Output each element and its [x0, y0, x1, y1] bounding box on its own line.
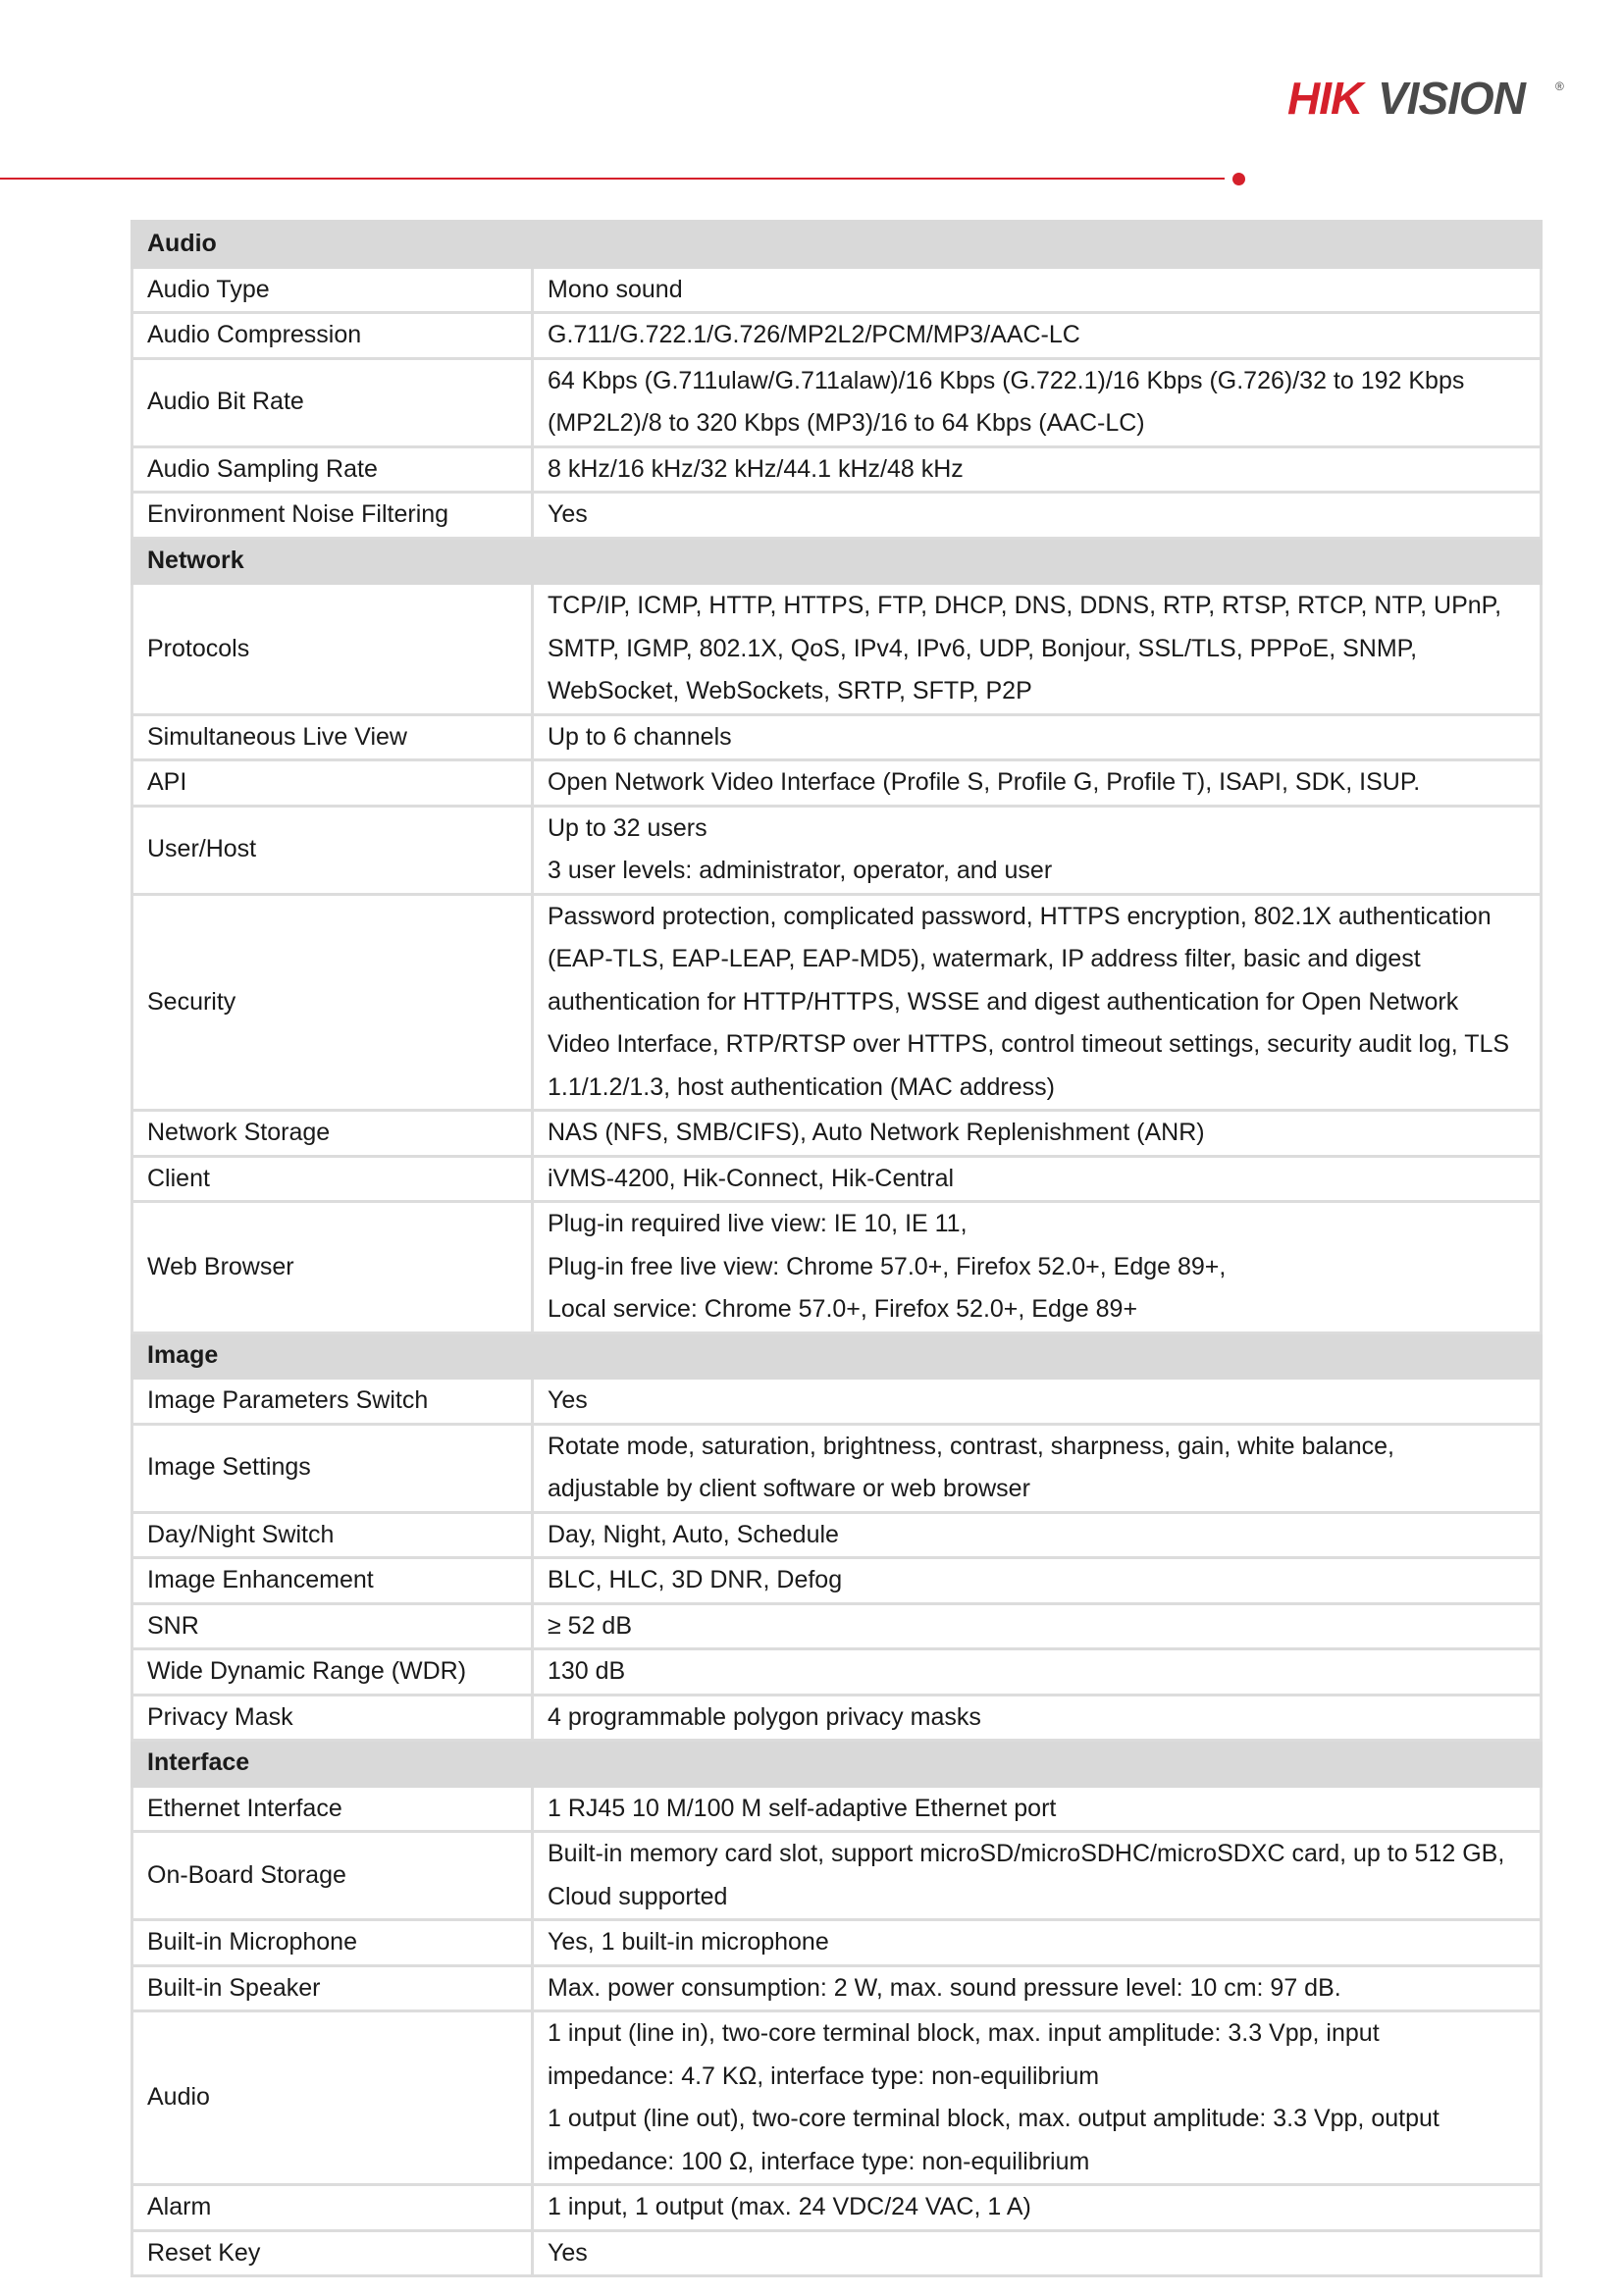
spec-row: [132, 1649, 1542, 1696]
spec-value-line: 1 RJ45 10 M/100 M self-adaptive Ethernet port: [548, 1794, 1057, 1822]
spec-label: Ethernet Interface: [132, 1786, 533, 1832]
spec-label: Audio Compression: [132, 313, 533, 359]
spec-value-line: Yes: [548, 2238, 588, 2267]
spec-value-line: G.711/G.722.1/G.726/MP2L2/PCM/MP3/AAC-LC: [548, 321, 1080, 348]
spec-row: [132, 313, 1542, 359]
header-rule: [0, 178, 1225, 180]
spec-value: [533, 1920, 1542, 1966]
spec-value: [533, 1202, 1542, 1333]
spec-value: [533, 894, 1542, 1111]
section-title: Audio: [132, 222, 1542, 268]
spec-row: [132, 584, 1542, 715]
spec-label: Environment Noise Filtering: [132, 493, 533, 539]
spec-label: User/Host: [132, 806, 533, 894]
spec-label: Protocols: [132, 584, 533, 715]
spec-label: Audio Sampling Rate: [132, 446, 533, 493]
spec-label: Audio Bit Rate: [132, 358, 533, 446]
spec-value-line: Local service: Chrome 57.0+, Firefox 52.0+, Edge 89+: [548, 1295, 1138, 1323]
spec-value: [533, 1695, 1542, 1741]
spec-value: [533, 1512, 1542, 1558]
spec-value-line: 8 kHz/16 kHz/32 kHz/44.1 kHz/48 kHz: [548, 454, 964, 483]
spec-value-line: TCP/IP, ICMP, HTTP, HTTPS, FTP, DHCP, DNS, DDNS, RTP, RTSP, RTCP, NTP, UPnP,: [548, 592, 1502, 619]
spec-value: [533, 1649, 1542, 1696]
spec-value-line: 1 input, 1 output (max. 24 VDC/24 VAC, 1 A): [548, 2193, 1031, 2220]
spec-label: Audio Type: [132, 267, 533, 313]
spec-row: [132, 2230, 1542, 2276]
spec-label: Audio: [132, 2011, 533, 2185]
spec-row: [132, 806, 1542, 894]
spec-value-line: Yes: [548, 500, 588, 528]
spec-value: [533, 2230, 1542, 2276]
spec-value-line: 1 input (line in), two-core terminal block, max. input amplitude: 3.3 Vpp, input: [548, 2019, 1380, 2047]
spec-label: SNR: [132, 1603, 533, 1649]
spec-value-line: Open Network Video Interface (Profile S, Profile G, Profile T), ISAPI, SDK, ISUP.: [548, 768, 1421, 796]
spec-label: Simultaneous Live View: [132, 714, 533, 760]
spec-value: [533, 1786, 1542, 1832]
svg-text:HIK: HIK: [1287, 73, 1363, 124]
spec-row: [132, 1603, 1542, 1649]
spec-value-line: Plug-in free live view: Chrome 57.0+, Firefox 52.0+, Edge 89+,: [548, 1252, 1227, 1280]
spec-value-line: NAS (NFS, SMB/CIFS), Auto Network Replenishment (ANR): [548, 1119, 1205, 1146]
spec-row: [132, 1558, 1542, 1604]
spec-value-line: WebSocket, WebSockets, SRTP, SFTP, P2P: [548, 677, 1032, 704]
spec-label: Day/Night Switch: [132, 1512, 533, 1558]
spec-row: [132, 1695, 1542, 1741]
spec-value-line: 1 output (line out), two-core terminal block, max. output amplitude: 3.3 Vpp, output: [548, 2105, 1440, 2132]
spec-row: [132, 1920, 1542, 1966]
spec-value-line: adjustable by client software or web browser: [548, 1475, 1030, 1502]
spec-value: [533, 358, 1542, 446]
spec-row: [132, 1202, 1542, 1333]
spec-row: [132, 493, 1542, 539]
svg-text:®: ®: [1555, 79, 1564, 93]
spec-label: API: [132, 760, 533, 807]
spec-row: [132, 1379, 1542, 1425]
spec-row: [132, 1424, 1542, 1512]
section-header: [132, 222, 1542, 268]
spec-label: On-Board Storage: [132, 1832, 533, 1920]
spec-row: [132, 760, 1542, 807]
spec-row: [132, 1786, 1542, 1832]
spec-label: Security: [132, 894, 533, 1111]
svg-text:VISION: VISION: [1378, 73, 1525, 124]
spec-label: Client: [132, 1156, 533, 1202]
spec-value: [533, 2185, 1542, 2231]
spec-row: [132, 894, 1542, 1111]
spec-value-line: ≥ 52 dB: [548, 1611, 632, 1640]
spec-value-line: (MP2L2)/8 to 320 Kbps (MP3)/16 to 64 Kbps (AAC-LC): [548, 409, 1145, 437]
spec-row: [132, 1156, 1542, 1202]
spec-value: [533, 1424, 1542, 1512]
spec-label: Image Enhancement: [132, 1558, 533, 1604]
spec-value: [533, 1379, 1542, 1425]
spec-row: [132, 1965, 1542, 2011]
spec-value: [533, 446, 1542, 493]
spec-value-line: Video Interface, RTP/RTSP over HTTPS, control timeout settings, security audit log, TLS: [548, 1030, 1510, 1058]
spec-label: Alarm: [132, 2185, 533, 2231]
spec-label: Network Storage: [132, 1111, 533, 1157]
spec-value-line: Built-in memory card slot, support microSD/microSDHC/microSDXC card, up to 512 GB,: [548, 1840, 1505, 1867]
section-header: [132, 538, 1542, 584]
spec-value: [533, 760, 1542, 807]
spec-value: [533, 313, 1542, 359]
section-header: [132, 1741, 1542, 1787]
spec-value-line: 130 dB: [548, 1657, 626, 1685]
spec-label: Reset Key: [132, 2230, 533, 2276]
hikvision-logo: [1285, 69, 1570, 128]
section-header: [132, 1332, 1542, 1379]
spec-value-line: 3 user levels: administrator, operator, and user: [548, 857, 1053, 884]
spec-label: Wide Dynamic Range (WDR): [132, 1649, 533, 1696]
spec-value-line: Up to 32 users: [548, 813, 707, 842]
spec-value-line: Rotate mode, saturation, brightness, contrast, sharpness, gain, white balance,: [548, 1432, 1394, 1460]
spec-value-line: 64 Kbps (G.711ulaw/G.711alaw)/16 Kbps (G.722.1)/16 Kbps (G.726)/32 to 192 Kbps: [548, 366, 1465, 394]
spec-value: [533, 1156, 1542, 1202]
spec-value-line: Yes, 1 built-in microphone: [548, 1928, 829, 1956]
spec-value-line: BLC, HLC, 3D DNR, Defog: [548, 1566, 843, 1593]
header-rule-dot: [1232, 173, 1245, 185]
spec-label: Web Browser: [132, 1202, 533, 1333]
spec-value-line: Mono sound: [548, 275, 683, 303]
spec-value: [533, 1965, 1542, 2011]
spec-value: [533, 1603, 1542, 1649]
spec-value: [533, 267, 1542, 313]
spec-value-line: Plug-in required live view: IE 10, IE 11,: [548, 1210, 968, 1237]
spec-value-line: Max. power consumption: 2 W, max. sound pressure level: 10 cm: 97 dB.: [548, 1973, 1341, 2002]
spec-value: [533, 1558, 1542, 1604]
spec-row: [132, 2011, 1542, 2185]
spec-row: [132, 1512, 1542, 1558]
spec-label: Image Settings: [132, 1424, 533, 1512]
spec-value: [533, 806, 1542, 894]
spec-label: Privacy Mask: [132, 1695, 533, 1741]
section-title: Network: [132, 538, 1542, 584]
spec-value-line: (EAP-TLS, EAP-LEAP, EAP-MD5), watermark, IP address filter, basic and digest: [548, 945, 1421, 972]
spec-value-line: Password protection, complicated password, HTTPS encryption, 802.1X authentication: [548, 902, 1492, 930]
spec-row: [132, 2185, 1542, 2231]
spec-value-line: SMTP, IGMP, 802.1X, QoS, IPv4, IPv6, UDP, Bonjour, SSL/TLS, PPPoE, SNMP,: [548, 634, 1418, 662]
spec-value: [533, 2011, 1542, 2185]
spec-value-line: authentication for HTTP/HTTPS, WSSE and digest authentication for Open Network: [548, 987, 1459, 1016]
spec-value: [533, 714, 1542, 760]
spec-value: [533, 1832, 1542, 1920]
spec-value-line: Yes: [548, 1386, 588, 1414]
spec-value: [533, 584, 1542, 715]
spec-value-line: iVMS-4200, Hik-Connect, Hik-Central: [548, 1164, 955, 1192]
spec-value-line: 1.1/1.2/1.3, host authentication (MAC address): [548, 1072, 1055, 1101]
spec-value-line: Up to 6 channels: [548, 722, 732, 751]
spec-value-line: 4 programmable polygon privacy masks: [548, 1702, 981, 1731]
spec-row: [132, 446, 1542, 493]
section-title: Interface: [132, 1741, 1542, 1787]
spec-value-line: impedance: 100 Ω, interface type: non-equilibrium: [548, 2147, 1090, 2175]
spec-value: [533, 1111, 1542, 1157]
spec-label: Built-in Microphone: [132, 1920, 533, 1966]
spec-value-line: Day, Night, Auto, Schedule: [548, 1520, 839, 1548]
spec-label: Image Parameters Switch: [132, 1379, 533, 1425]
spec-row: [132, 358, 1542, 446]
spec-value-line: Cloud supported: [548, 1882, 728, 1910]
spec-label: Built-in Speaker: [132, 1965, 533, 2011]
spec-row: [132, 1111, 1542, 1157]
spec-row: [132, 714, 1542, 760]
spec-row: [132, 1832, 1542, 1920]
spec-row: [132, 267, 1542, 313]
section-title: Image: [132, 1332, 1542, 1379]
spec-value: [533, 493, 1542, 539]
spec-value-line: impedance: 4.7 KΩ, interface type: non-equilibrium: [548, 2061, 1100, 2090]
spec-table: [131, 220, 1543, 2277]
